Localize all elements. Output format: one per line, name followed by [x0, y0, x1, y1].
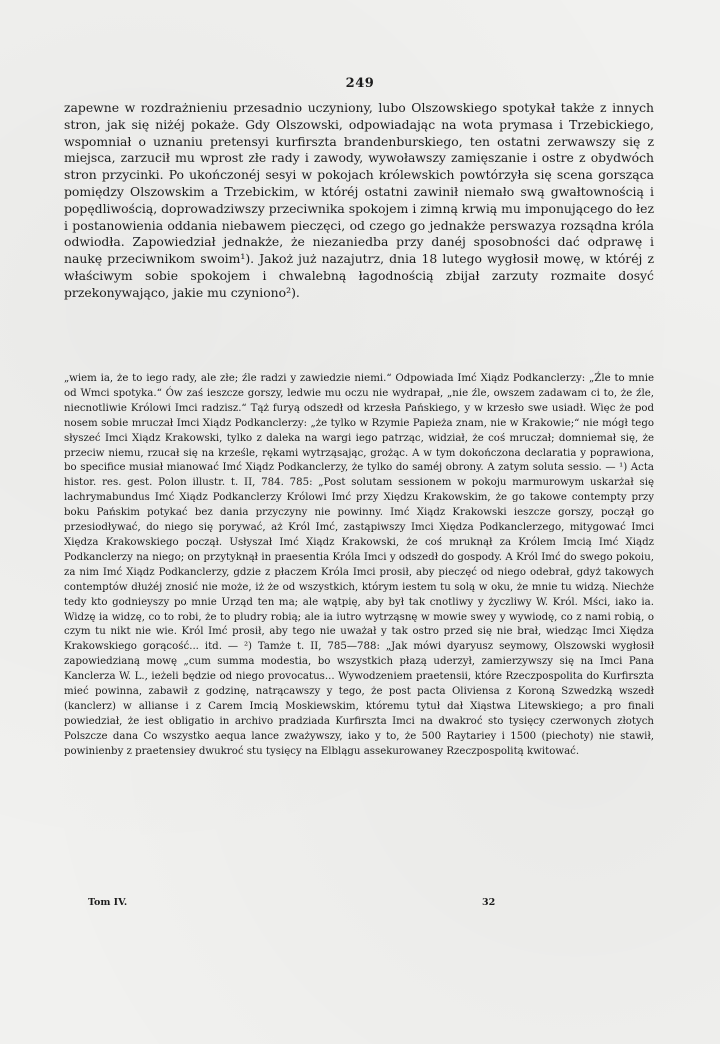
main-text: zapewne w rozdrażnieniu przesadnio uczyniony, lubo Olszowskiego spotykał także z innych stron, jak się niżéj pokaże. Gdy Olszowski, odpowiadając na wota prymasa i Trzebickiego, wspomniał o uznaniu pretensyi kurfirszta brandenburskiego, ten ostatni zerwawszy się z miejsca, zarzucił mu wprost złe rady i zawody, wywoławszy zamięszanie i ostre z obydwóch stron przycinki. Po ukończonéj sesyi w pokojach królewskich powtórzyła się scena gorsząca pomiędzy Olszowskim a Trzebickim, w któréj ostatni zawinił niemało swą gwałtownością i popędliwością, doprowadziwszy przeciwnika spokojem i zimną krwią mu imponującego do łez i postanowienia oddania niebawem pieczęci, od czego go jednakże perswazya rozsądna króla odwiodła. Zapowiedział jednakże, że niezaniedba przy danéj sposobności dać odprawę i naukę przeciwnikom swoim¹). Jakoż już nazajutrz, dnia 18 lutego wygłosił mowę, w któréj z właściwym sobie spokojem i chwalebną łagodnością zbijał zarzuty rozmaite dosyć przekonywająco, jakie mu czyniono²). — [64, 100, 654, 300]
volume-label: Tom IV. — [88, 897, 128, 908]
footnotes — [64, 372, 654, 760]
footnote-paragraph: „wiem ia, że to iego rady, ale złe; źle radzi y zawiedzie niemi.“ Odpowiada Imć Xiądz Podkanclerzy: „Źle to mnie od Wmci spotyka.“ Ów zaś ieszcze gorszy, ledwie mu oczu nie wydrapał, „nie źle, owszem zadawam ci to, że źle, niecnotliwie Królowi Imci radzisz.“ Tąż furyą odszedł od krzesła Pańskiego, y w krzesło swe usiadł. Więc że pod nosem sobie mruczał Imci Xiądz Podkanclerzy: „że tylko w Rzymie Papieża znam, nie w Krakowie;“ nie mógł tego słyszeć Imci Xiądz Krakowski, tylko z daleka na wargi iego patrząc, widział, że coś mruczał; domniemał się, że przeciw niemu, rzucał się na krześle, rękami wytrząsając, grożąc. A w tym dokończona declaratia y poprawiona, bo specifice musiał mianować Imć Xiądz Podkanclerzy, że tylko do saméj obrony. A zatym soluta sessio. — ¹) Acta histor. res. gest. Polon illustr. t. II, 784. 785: „Post solutam sessionem w pokoju marmurowym uskarżał się lachrymabundus Imć Xiądz Podkanclerzy Królowi Imć przy Xiędzu Krakowskim, że go takowe contempty przy boku Pańskim potykać bez dania przyczyny nie powinny. Imć Xiądz Krakowski ieszcze gorszy, począł go przesiodływać, do niego się porywać, aż Król Imć, zastąpiwszy Imci Xiędza Podkanclerzego, mitygować Imci Xiędza Krakowskiego począł. Usłyszał Imć Xiądz Krakowski, że coś mruknął za Królem Imcią Imć Xiądz Podkanclerzy na niego; on przytyknął in praesentia Króla Imci y odszedł do gospody. A Król Imć do swego pokoiu, za nim Imć Xiądz Podkanclerzy, gdzie z płaczem Króla Imci prosił, aby pieczęć od niego odebrał, gdyż takowych contemptów dłużéj znosić nie może, iż że od wszystkich, którym iestem tu solą w oku, że mnie tu widzą. Niechże tedy kto godnieyszy po mnie Urząd ten ma; ale wątpię, aby był tak cnotliwy y życzliwy W. Król. Mści, iako ia. Widzę ia widzę, co to robi, że to pludry robią; ale ia iutro wytrząsnę w mowie swey y wywiodę, co z nami robią, o czym tu nikt nie wie. Król Imć prosił, aby tego nie uważał y tak ostro przed się nie brał, wiedząc Imci Xiędza Krakowskiego gorącość... itd. — ²) Tamże t. II, 785—788: „Jak mówi dyaryusz seymowy, Olszowski wygłosił zapowiedzianą mowę „cum summa modestia, bo wszystkich płazą uderzył, zamierzywszy się na Imci Pana Kanclerza W. L., ieżeli będzie od niego provocatus... Wywodzeniem praetensii, które Rzeczpospolita do Kurfirszta mieć powinna, zabawił z godzinę, natrącawszy y tego, że post pacta Oliviensa z Koroną Szwedzką wszedł (kanclerz) w allianse i z Carem Imcią Moskiewskim, któremu tytuł dał Xiąstwa Litewskiego; a pro finali powiedział, że iest obligatio in archivo pradziada Kurfirszta Imci na dwakroć sto tysięcy czerwonych złotych Polszcze dana Co wszystko aequa lance zważywszy, iako y to, że 500 Raytariey i 1500 (piechoty) nie stawił, powinienby z praetensiey dwukroć stu tysięcy na Elblągu assekurowaney Rzeczpospolitą kwitować. — [64, 373, 654, 757]
page-number: 249 — [345, 76, 375, 91]
signature-number: 32 — [482, 897, 496, 908]
